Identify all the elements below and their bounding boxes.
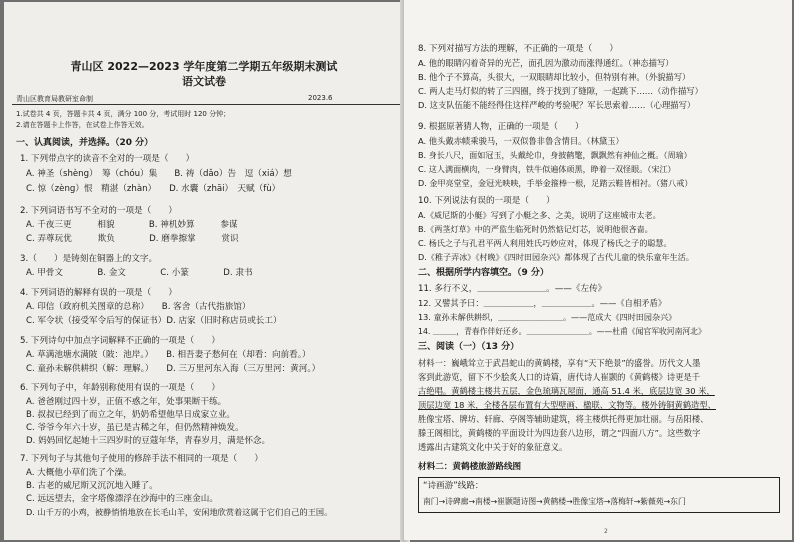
- q5-stem: 5. 下列诗句中加点字词解释不正确的一项是（ ）: [20, 336, 220, 346]
- q8-stem: 8. 下列对描写方法的理解，不正确的一项是（ ）: [418, 44, 618, 54]
- q6-option-c: C. 爷爷今年六十岁，虽已是古稀之年，但仍然精神焕发。: [26, 423, 244, 433]
- page-number: 2: [604, 528, 608, 535]
- right-page: [404, 0, 792, 540]
- q4-options-cd: C. 军令状（接受军令后写的保证书）D. 店家（旧时称店员或长工）: [26, 316, 282, 326]
- q7-option-a: A. 大概他小草们洗了个澡。: [26, 468, 132, 478]
- q2-options-cd: C. 弄尊玩优 欺负 D. 磨拳擦掌 赏识: [26, 234, 239, 244]
- q10-option-d: D.《稚子弄冰》《村晚》《四时田园杂兴》都体现了古代儿童的快乐童年生活。: [418, 252, 694, 262]
- fill-13: 13. 童孙未解供耕织，＿＿＿＿＿＿＿＿。——范成大《四时田园杂兴》: [418, 312, 677, 322]
- q10-option-c: C. 杨氏之子与孔君平两人利用姓氏巧妙应对，体现了杨氏之子的聪慧。: [418, 238, 672, 248]
- material-1-line-7: 透露出古建筑文化中关于好的象征意义。: [418, 442, 568, 452]
- q9-stem: 9. 根据原著猜人物，正确的一项是（ ）: [418, 122, 584, 132]
- q2-stem: 2. 下列词语书写不全对的一项是（ ）: [20, 206, 178, 216]
- section-1-heading: 一、认真阅读，并选择。（20 分）: [16, 138, 154, 148]
- material-2-heading: 材料二：黄鹤楼旅游路线图: [418, 462, 522, 472]
- q1-stem: 1. 下列带点字的读音不全对的一项是（ ）: [20, 154, 195, 164]
- q9-option-b: B. 身长八尺，面如冠玉，头戴纶巾，身披鹤氅，飘飘然有神仙之概。（周瑜）: [418, 150, 692, 160]
- route-box: [418, 477, 780, 513]
- q3-stem: 3.（ ）是铸刻在铜器上的文字。: [20, 254, 158, 264]
- q8-option-b: B. 他个子不算高，头很大，一双眼睛却比较小，但特别有神。（外貌描写）: [418, 72, 691, 82]
- q3-options: A. 甲骨文 B. 金文 C. 小篆 D. 隶书: [26, 268, 253, 278]
- q6-option-a: A. 爸爸刚过四十岁，正值不惑之年，处事果断干练。: [26, 397, 227, 407]
- instruction-2: 2.请在答题卡上作答，在试卷上作答无效。: [16, 121, 149, 129]
- q2-options-ab: A. 千夜三更 相貌 B. 神机妙算 参谋: [26, 220, 238, 230]
- material-1-line-2: 客到此游览，留下不少脍炙人口的诗篇，唐代诗人崔颢的《黄鹤楼》诗更是千: [418, 372, 701, 382]
- q7-option-c: C. 远远望去，金字塔像漂浮在沙海中的三座金山。: [26, 494, 218, 504]
- material-1-line-4: 顶层边宽 18 米，全楼各层布置有大型壁画、楹联、文物等。楼外铸铜黄鹤造型、: [418, 400, 716, 410]
- q1-options-cd: C. 惊（zèng）恨 精湛（zhàn） D. 水囊（zhāi） 天赋（fù）: [26, 184, 281, 194]
- q8-option-a: A. 他的眼睛闪着奇异的光芒，面孔因为激动而涨得通红。（神态描写）: [418, 58, 674, 68]
- q10-option-a: A.《威尼斯的小艇》写到了小艇之多、之美，说明了这座城市太老。: [418, 210, 661, 220]
- route-path: 南门→诗碑廊→南楼→崔颢题诗图→黄鹤楼→胜像宝塔→落梅轩→紫薇苑→东门: [423, 497, 686, 506]
- header-rule: [12, 104, 400, 105]
- section-3-heading: 三、阅读（一）（13 分）: [418, 342, 520, 352]
- exam-subtitle: 语文试卷: [182, 75, 226, 88]
- q10-stem: 10. 下列说法有误的一项是（ ）: [418, 196, 555, 206]
- q4-options-ab: A. 印信（政府机关图章的总称） B. 客舍（古代指旅馆）: [26, 302, 251, 312]
- material-1-line-6: 滕王阁相比，黄鹤楼的平面设计为四边套八边形，谓之“四面八方”。这些数字: [418, 428, 701, 438]
- left-page: [4, 2, 404, 540]
- q9-option-c: C. 这人满面横肉，一身臂肉，铁牛似遍体顽黑，睁着一双怪眼。（宋江）: [418, 164, 676, 174]
- fill-14: 14. ＿＿＿，青春作伴好还乡。＿＿＿＿＿＿＿＿。——杜甫《闻官军收河南河北》: [418, 327, 706, 336]
- q6-stem: 6. 下列句子中，年龄别称使用有误的一项是（ ）: [20, 383, 220, 393]
- fill-12: 12. 又譬其予曰：＿＿＿＿＿＿，＿＿＿＿＿＿。——《自相矛盾》: [418, 298, 667, 308]
- exam-date: 2023.6: [308, 94, 333, 102]
- material-1-line-5: 胜像宝塔、牌坊、轩廊、亭阁等辅助建筑，将主楼烘托得更加壮丽。与岳阳楼、: [418, 414, 709, 424]
- q8-option-c: C. 两人走马灯似的转了三四圈，终于找到了缝隙，一起跳下……（动作描写）: [418, 86, 703, 96]
- q6-option-d: D. 妈妈回忆起她十三四岁时的豆蔻年华，青春岁月，满是怀念。: [26, 436, 271, 446]
- q8-option-d: D. 这支队伍能不能经得住这样严峻的考验呢？军长思索着……（心理描写）: [418, 100, 696, 110]
- q9-option-a: A. 他头戴赤帻乘骏马，一双似鲁非鲁含情目。（林黛玉）: [418, 136, 624, 146]
- issuer: 青山区教育局教研室命制: [16, 95, 93, 103]
- material-1-line-1: 材料一：巍峨耸立于武昌蛇山的黄鹤楼，享有“天下绝景”的盛誉。历代文人墨: [418, 358, 701, 368]
- fill-11: 11. 多行不义，＿＿＿＿＿＿＿＿。——《左传》: [418, 284, 607, 294]
- section-2-heading: 二、根据所学内容填空。（9 分）: [418, 268, 549, 278]
- exam-title: 青山区 2022—2023 学年度第二学期五年级期末测试: [70, 60, 338, 73]
- q5-options-ab: A. 草满池塘水满陂（陂：池岸。） B. 相吾妻子愁何在（却看：向前看。）: [26, 350, 311, 360]
- q7-option-d: D. 山千万的小鸡，被静悄悄地放在长毛山羊，安闲地欣赏着这属于它们自己的王国。: [26, 507, 333, 517]
- q1-options-ab: A. 神圣（shèng） 筹（chóu）集 B. 祷（dǎo）告 逗（xiá）想: [26, 169, 292, 179]
- q6-option-b: B. 叔叔已经到了而立之年，奶奶希望他早日成家立业。: [26, 410, 236, 420]
- q9-option-d: D. 金甲亮堂堂，金冠光映映，手举金箍棒一根，足踏云鞋皆相衬。（猪八戒）: [418, 178, 693, 188]
- instruction-1: 1.试卷共 4 页，答题卡共 4 页，满分 100 分，考试用时 120 分钟；: [16, 110, 231, 118]
- q5-options-cd: C. 童孙未解供耕织（解：理解。） D. 三万里河东入海（三万里河：黄河。）: [26, 364, 321, 374]
- q7-stem: 7. 下列句子与其他句子使用的修辞手法不相同的一项是（ ）: [20, 454, 263, 464]
- q4-stem: 4. 下列词语的解释有误的一项是（ ）: [20, 288, 178, 298]
- q10-option-b: B.《两茎灯草》中的严监生临死时仍然惦记灯芯，说明他很吝啬。: [418, 224, 653, 234]
- route-title: “诗画游”线路：: [423, 481, 484, 491]
- material-1-line-3: 古绝唱。黄鹤楼主楼共五层，金色琉璃瓦屋面，通高 51.4 米，底层边宽 30 米，: [418, 386, 715, 396]
- q7-option-b: B. 古老的威尼斯又沉沉地入睡了。: [26, 481, 158, 491]
